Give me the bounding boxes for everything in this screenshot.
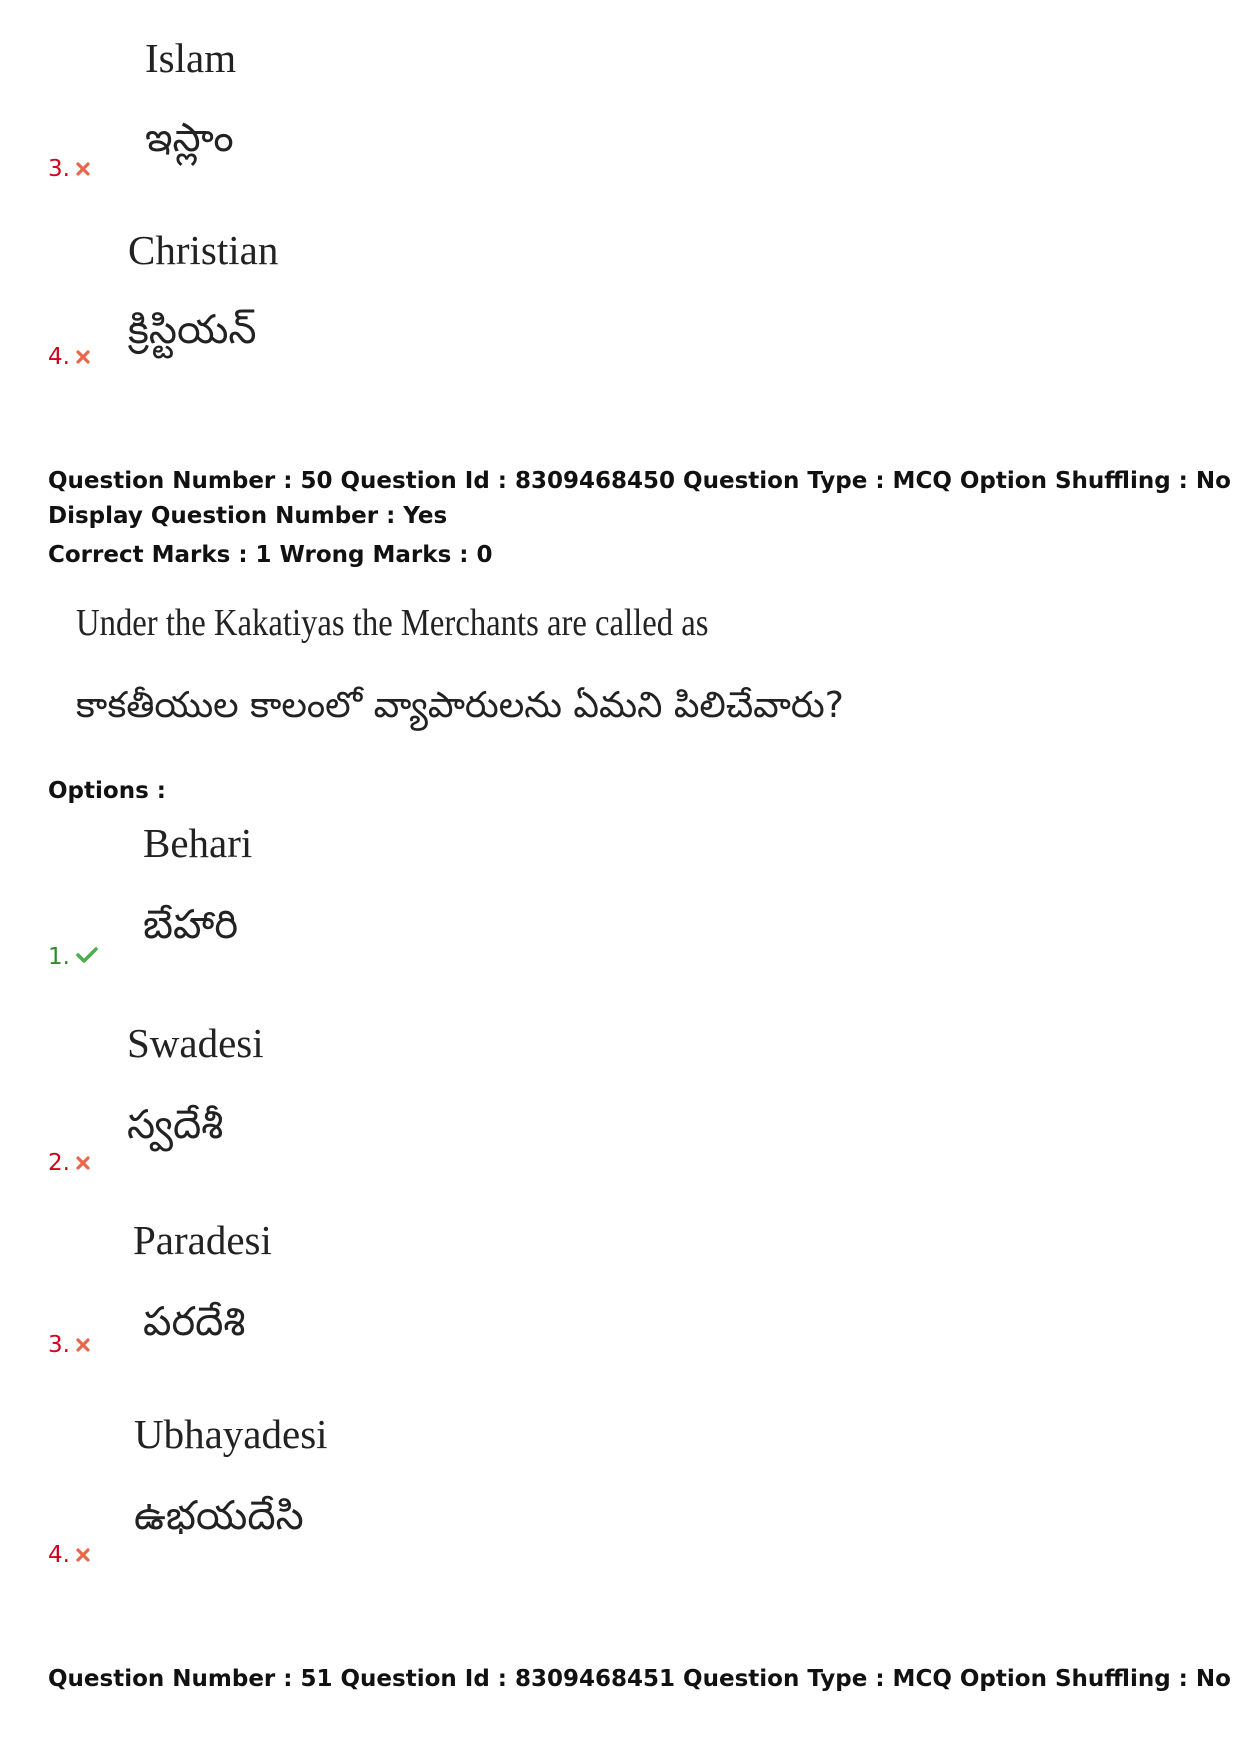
option-4-english: Ubhayadesi <box>134 1411 328 1457</box>
cross-mark-icon <box>76 158 90 181</box>
option-4-telugu: ఉభయదేసి <box>134 1493 304 1539</box>
options-label: Options : <box>48 778 166 804</box>
option-3-english: Paradesi <box>133 1217 272 1263</box>
option-4-telugu: క్రిస్టియన్ <box>128 307 257 353</box>
question-header: Question Number : 50 Question Id : 8309468450 Question Type : MCQ Option Shuffling : No <box>48 468 1231 494</box>
cross-mark-icon <box>76 346 90 369</box>
check-mark-icon <box>76 946 98 969</box>
option-4-english: Christian <box>128 227 279 273</box>
option-1-english: Behari <box>143 820 253 866</box>
option-3-telugu: ఇస్లాం <box>145 115 234 161</box>
option-1-telugu: బేహారి <box>143 902 239 948</box>
question-header-next: Question Number : 51 Question Id : 8309468451 Question Type : MCQ Option Shuffling : No <box>48 1666 1231 1692</box>
question-text-english: Under the Kakatiyas the Merchants are called as <box>76 602 709 644</box>
option-4-number: 4. <box>48 1544 90 1567</box>
option-3-english: Islam <box>145 35 237 81</box>
question-text-telugu: కాకతీయుల కాలంలో వ్యాపారులను ఏమని పిలిచేవారు? <box>76 685 844 726</box>
option-2-number: 2. <box>48 1152 90 1175</box>
option-2-english: Swadesi <box>127 1020 264 1066</box>
cross-mark-icon <box>76 1544 90 1567</box>
option-1-number: 1. <box>48 946 98 969</box>
cross-mark-icon <box>76 1152 90 1175</box>
display-question-number: Display Question Number : Yes <box>48 503 448 529</box>
cross-mark-icon <box>76 1334 90 1357</box>
option-3-number: 3. <box>48 158 90 181</box>
option-4-number: 4. <box>48 346 90 369</box>
option-3-telugu: పరదేశి <box>143 1299 246 1345</box>
option-2-telugu: స్వదేశీ <box>127 1102 224 1148</box>
option-3-number: 3. <box>48 1334 90 1357</box>
marks-line: Correct Marks : 1 Wrong Marks : 0 <box>48 542 493 568</box>
